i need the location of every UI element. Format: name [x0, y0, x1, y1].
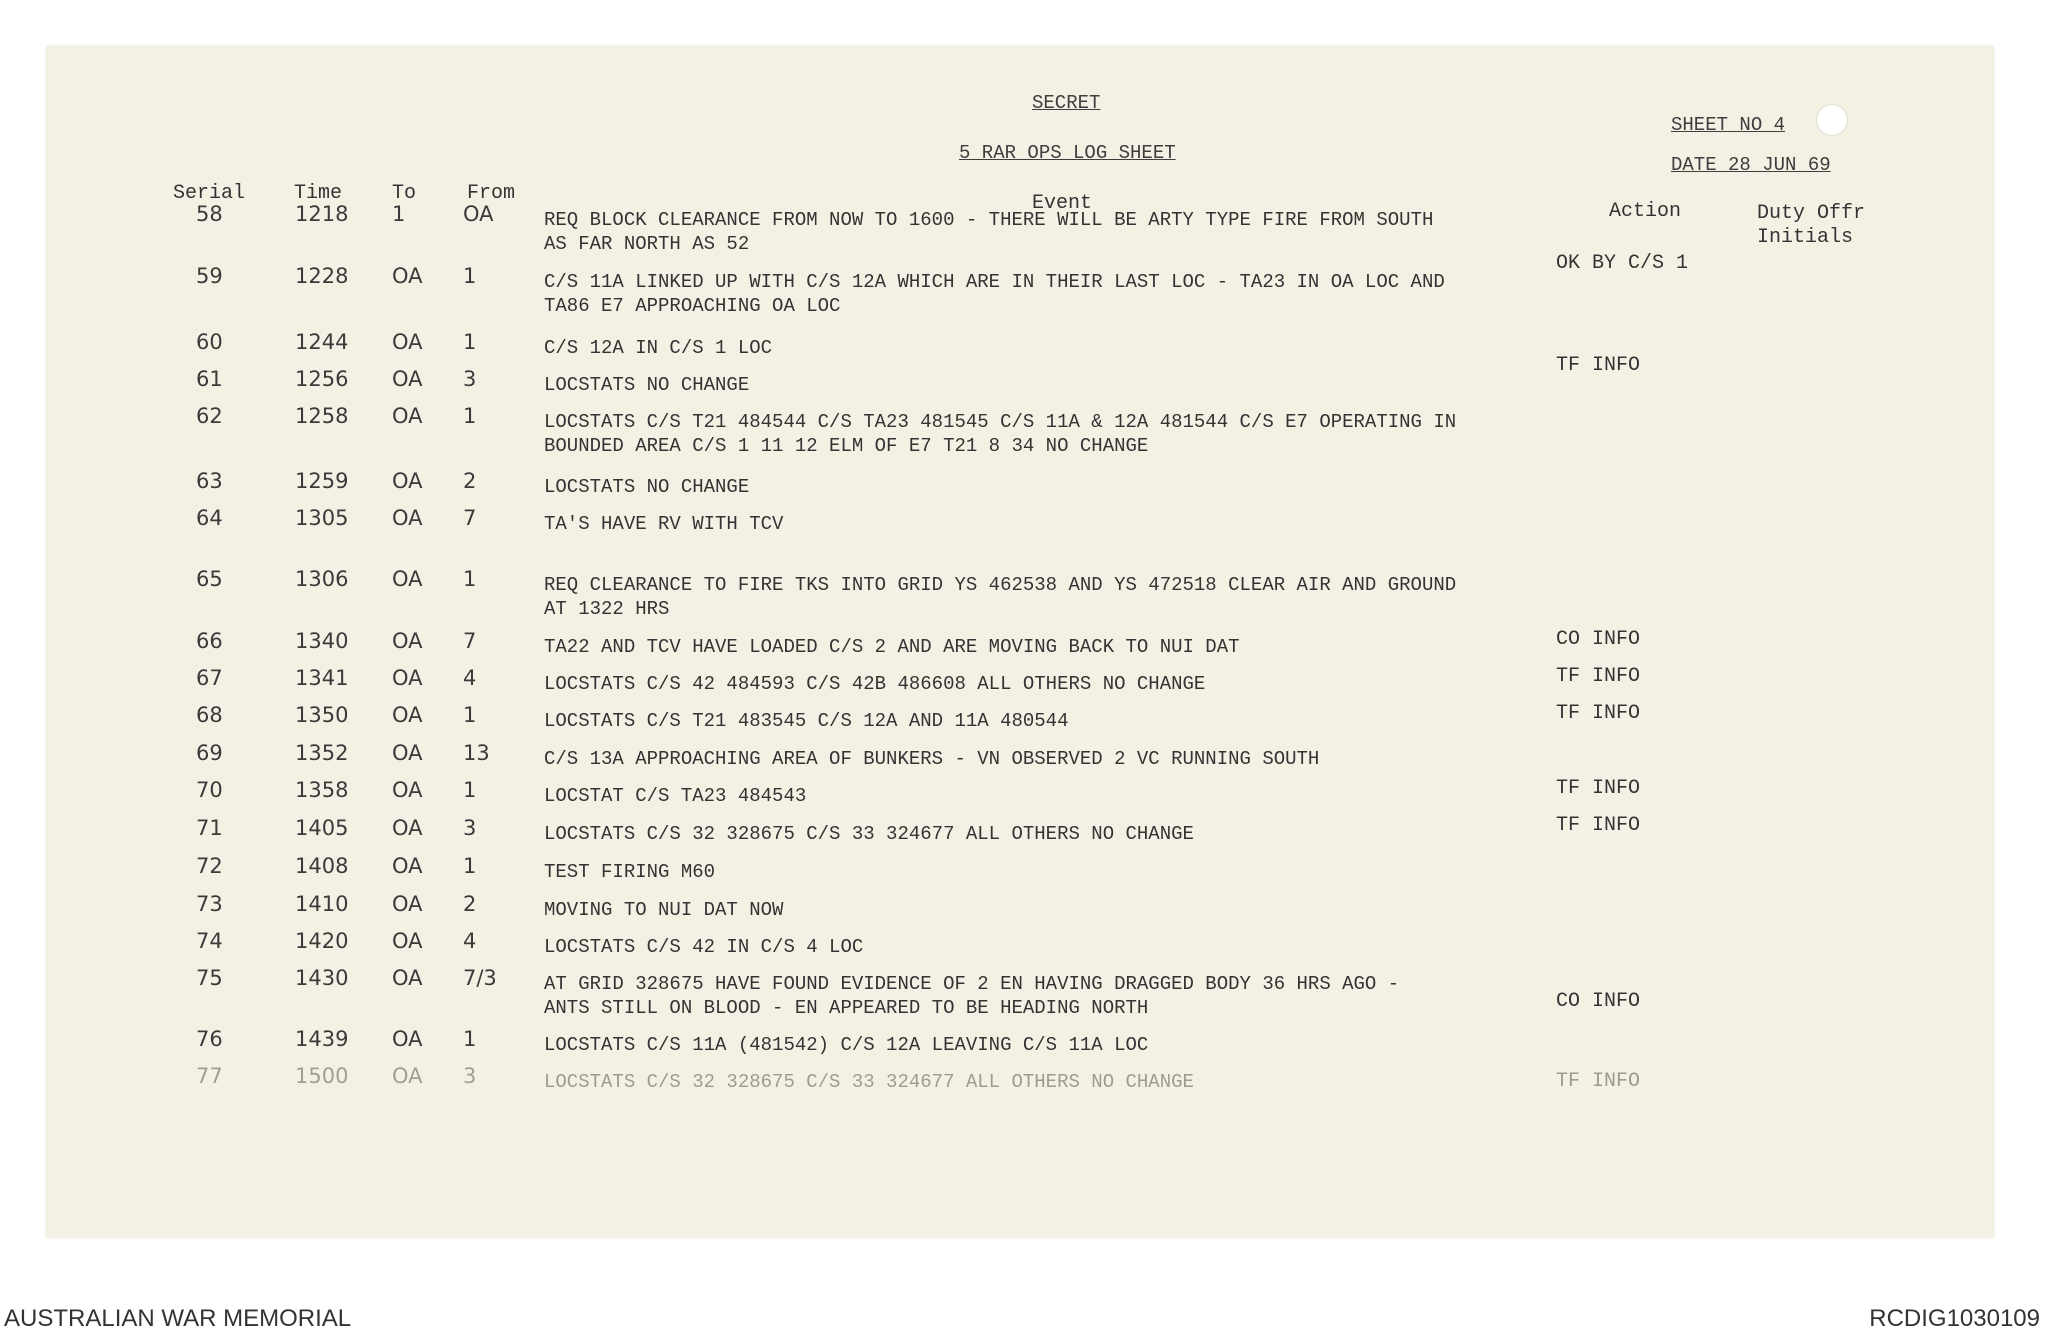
- entry-from: 7/3: [463, 966, 497, 990]
- entry-to: OA: [392, 330, 423, 354]
- col-header-action: Action: [1609, 200, 1682, 223]
- entry-serial: 65: [196, 567, 223, 591]
- entry-serial: 68: [196, 703, 223, 727]
- entry-event-line: LOCSTATS C/S 11A (481542) C/S 12A LEAVING C/S 11A LOC: [544, 1034, 1149, 1056]
- entry-event-line: LOCSTATS NO CHANGE: [544, 374, 750, 396]
- entry-to: OA: [392, 966, 423, 990]
- entry-event-line: LOCSTATS C/S 32 328675 C/S 33 324677 ALL OTHERS NO CHANGE: [544, 1071, 1194, 1093]
- entry-event-line: C/S 12A IN C/S 1 LOC: [544, 337, 773, 359]
- entry-to: OA: [392, 1027, 423, 1051]
- entry-event-line: AS FAR NORTH AS 52: [544, 233, 750, 255]
- entry-event-line: REQ BLOCK CLEARANCE FROM NOW TO 1600 - THERE WILL BE ARTY TYPE FIRE FROM SOUTH: [544, 209, 1434, 231]
- entry-event: [544, 972, 1399, 1020]
- entry-action: TF INFO: [1556, 354, 1641, 377]
- entry-event: [544, 935, 863, 959]
- col-header-time: Time: [294, 182, 343, 205]
- entry-event-line: LOCSTATS NO CHANGE: [544, 476, 750, 498]
- entry-serial: 67: [196, 666, 223, 690]
- entry-to: OA: [392, 854, 423, 878]
- entry-time: 1350: [295, 703, 349, 727]
- log-sheet: [46, 46, 1994, 1238]
- entry-event-line: AT 1322 HRS: [544, 598, 670, 620]
- entry-serial: 58: [196, 202, 223, 226]
- entry-from: 3: [463, 816, 477, 840]
- entry-time: 1259: [295, 469, 349, 493]
- entry-to: OA: [392, 367, 423, 391]
- entry-action: TF INFO: [1556, 702, 1641, 725]
- entry-event: [544, 860, 715, 884]
- entry-from: 1: [463, 567, 477, 591]
- entry-serial: 66: [196, 629, 223, 653]
- entry-action: OK BY C/S 1: [1556, 252, 1689, 275]
- entry-serial: 63: [196, 469, 223, 493]
- entry-from: 1: [463, 264, 477, 288]
- entry-time: 1408: [295, 854, 349, 878]
- entry-to: OA: [392, 929, 423, 953]
- entry-event: [544, 573, 1456, 621]
- entry-from: 4: [463, 929, 477, 953]
- entry-event: [544, 747, 1319, 771]
- entry-to: OA: [392, 404, 423, 428]
- col-header-from: From: [467, 182, 516, 205]
- col-header-to: To: [392, 182, 417, 205]
- entry-from: 1: [463, 778, 477, 802]
- entry-event-line: C/S 11A LINKED UP WITH C/S 12A WHICH ARE IN THEIR LAST LOC - TA23 IN OA LOC AND: [544, 271, 1445, 293]
- entry-event: [544, 208, 1433, 256]
- entry-event-line: TA86 E7 APPROACHING OA LOC: [544, 295, 841, 317]
- entry-serial: 73: [196, 892, 223, 916]
- entry-from: 2: [463, 892, 477, 916]
- entry-serial: 75: [196, 966, 223, 990]
- entry-action: TF INFO: [1556, 665, 1641, 688]
- entry-event-line: LOCSTATS C/S 32 328675 C/S 33 324677 ALL OTHERS NO CHANGE: [544, 823, 1194, 845]
- entry-time: 1358: [295, 778, 349, 802]
- entry-from: 1: [463, 330, 477, 354]
- entry-to: OA: [392, 1064, 423, 1088]
- entry-action: TF INFO: [1556, 1070, 1641, 1093]
- entry-event-line: BOUNDED AREA C/S 1 11 12 ELM OF E7 T21 8 34 NO CHANGE: [544, 435, 1149, 457]
- entry-event: [544, 270, 1445, 318]
- entry-event: [544, 336, 772, 360]
- punch-hole: [1816, 104, 1848, 136]
- entry-event: [544, 1033, 1148, 1057]
- entry-event: [544, 672, 1205, 696]
- classification-marking: SECRET: [1032, 92, 1101, 114]
- entry-event-line: ANTS STILL ON BLOOD - EN APPEARED TO BE HEADING NORTH: [544, 997, 1149, 1019]
- sheet-date: DATE 28 JUN 69: [1671, 154, 1831, 176]
- entry-event-line: LOCSTATS C/S T21 484544 C/S TA23 481545 C/S 11A & 12A 481544 C/S E7 OPERATING IN: [544, 411, 1457, 433]
- col-header-serial: Serial: [173, 182, 246, 205]
- entry-event-line: MOVING TO NUI DAT NOW: [544, 899, 784, 921]
- entry-event: [544, 709, 1069, 733]
- entry-serial: 72: [196, 854, 223, 878]
- entry-action: CO INFO: [1556, 990, 1641, 1013]
- entry-to: OA: [392, 264, 423, 288]
- entry-from: 2: [463, 469, 477, 493]
- entry-to: OA: [392, 506, 423, 530]
- entry-time: 1244: [295, 330, 349, 354]
- entry-event: [544, 475, 749, 499]
- entry-to: OA: [392, 567, 423, 591]
- entry-event: [544, 512, 783, 536]
- entry-from: 3: [463, 367, 477, 391]
- entry-time: 1405: [295, 816, 349, 840]
- entry-serial: 69: [196, 741, 223, 765]
- entry-time: 1352: [295, 741, 349, 765]
- entry-event: [544, 410, 1456, 458]
- footer-reference: RCDIG1030109: [1869, 1305, 2040, 1332]
- entry-to: OA: [392, 892, 423, 916]
- entry-event: [544, 784, 806, 808]
- entry-action: TF INFO: [1556, 777, 1641, 800]
- entry-time: 1420: [295, 929, 349, 953]
- entry-event-line: LOCSTATS C/S 42 484593 C/S 42B 486608 ALL OTHERS NO CHANGE: [544, 673, 1206, 695]
- entry-from: 1: [463, 854, 477, 878]
- entry-serial: 64: [196, 506, 223, 530]
- entry-serial: 60: [196, 330, 223, 354]
- entry-serial: 62: [196, 404, 223, 428]
- entry-action: CO INFO: [1556, 628, 1641, 651]
- entry-from: 13: [463, 741, 490, 765]
- entry-event: [544, 373, 749, 397]
- entry-event-line: LOCSTATS C/S 42 IN C/S 4 LOC: [544, 936, 864, 958]
- entry-event-line: TEST FIRING M60: [544, 861, 716, 883]
- entry-time: 1340: [295, 629, 349, 653]
- entry-time: 1256: [295, 367, 349, 391]
- entry-from: 7: [463, 506, 477, 530]
- entry-time: 1500: [295, 1064, 349, 1088]
- entry-to: OA: [392, 778, 423, 802]
- entry-event-line: TA'S HAVE RV WITH TCV: [544, 513, 784, 535]
- entry-serial: 77: [196, 1064, 223, 1088]
- entry-serial: 59: [196, 264, 223, 288]
- footer-institution: AUSTRALIAN WAR MEMORIAL: [4, 1305, 352, 1332]
- sheet-title: 5 RAR OPS LOG SHEET: [959, 142, 1176, 164]
- col-header-event: Event: [1032, 192, 1093, 215]
- entry-time: 1228: [295, 264, 349, 288]
- entry-serial: 61: [196, 367, 223, 391]
- entry-from: 1: [463, 703, 477, 727]
- entry-from: 7: [463, 629, 477, 653]
- entry-to: OA: [392, 741, 423, 765]
- entry-action: TF INFO: [1556, 814, 1641, 837]
- entry-from: OA: [463, 202, 494, 226]
- entry-serial: 71: [196, 816, 223, 840]
- entry-time: 1439: [295, 1027, 349, 1051]
- entry-time: 1306: [295, 567, 349, 591]
- entry-to: OA: [392, 469, 423, 493]
- entry-from: 1: [463, 1027, 477, 1051]
- entry-to: OA: [392, 816, 423, 840]
- entry-event-line: LOCSTAT C/S TA23 484543: [544, 785, 807, 807]
- entry-time: 1341: [295, 666, 349, 690]
- entry-to: OA: [392, 666, 423, 690]
- entry-event: [544, 898, 783, 922]
- entry-to: OA: [392, 703, 423, 727]
- entry-serial: 74: [196, 929, 223, 953]
- entry-event-line: C/S 13A APPROACHING AREA OF BUNKERS - VN OBSERVED 2 VC RUNNING SOUTH: [544, 748, 1320, 770]
- sheet-number: SHEET NO 4: [1671, 114, 1786, 136]
- entry-time: 1258: [295, 404, 349, 428]
- entry-event-line: AT GRID 328675 HAVE FOUND EVIDENCE OF 2 EN HAVING DRAGGED BODY 36 HRS AGO -: [544, 973, 1400, 995]
- entry-event-line: REQ CLEARANCE TO FIRE TKS INTO GRID YS 462538 AND YS 472518 CLEAR AIR AND GROUND: [544, 574, 1457, 596]
- entry-time: 1305: [295, 506, 349, 530]
- entry-from: 3: [463, 1064, 477, 1088]
- entry-from: 4: [463, 666, 477, 690]
- entry-to: OA: [392, 629, 423, 653]
- entry-event-line: TA22 AND TCV HAVE LOADED C/S 2 AND ARE MOVING BACK TO NUI DAT: [544, 636, 1240, 658]
- entry-event: [544, 1070, 1194, 1094]
- entry-time: 1430: [295, 966, 349, 990]
- entry-time: 1410: [295, 892, 349, 916]
- entry-event: [544, 635, 1240, 659]
- col-header-initials: Initials: [1757, 226, 1854, 249]
- entry-event: [544, 822, 1194, 846]
- col-header-duty-offr: Duty Offr: [1757, 202, 1866, 225]
- entry-serial: 70: [196, 778, 223, 802]
- entry-from: 1: [463, 404, 477, 428]
- entry-event-line: LOCSTATS C/S T21 483545 C/S 12A AND 11A 480544: [544, 710, 1069, 732]
- entry-to: 1: [392, 202, 406, 226]
- entry-serial: 76: [196, 1027, 223, 1051]
- entry-time: 1218: [295, 202, 349, 226]
